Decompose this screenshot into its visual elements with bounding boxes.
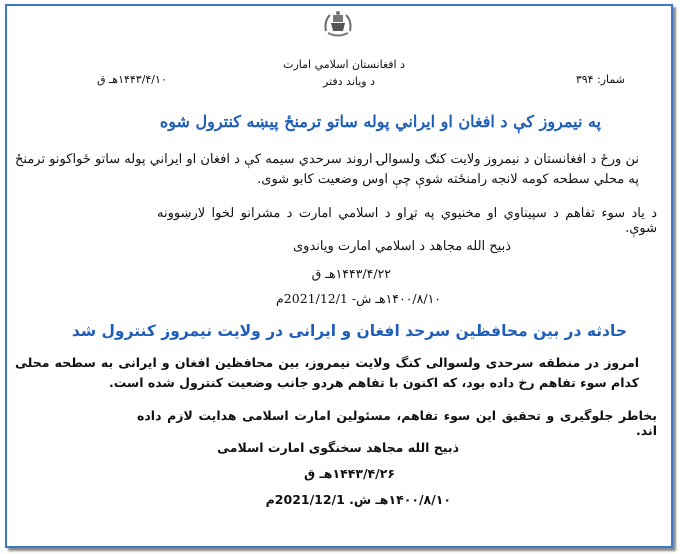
document-number: شمار: ۳۹۴	[575, 73, 625, 86]
pashto-signature: ذبیح الله مجاهد د اسلامي امارت ویاندوی	[292, 239, 511, 254]
dari-solar-gregorian-date: ۱۴۰۰/۸/۱۰هـ ش. 2021/12/1م	[265, 492, 451, 507]
pashto-paragraph-1: نن ورځ د افغانستان د نیمروز ولایت کنګ ولسوالۍ اروند سرحدي سیمه کې د افغان او ایراني پوله ساتو ځواکونو ترمنځ په محلي سطحه کومه لانجه رامنځته شوې چې اوس وضعیت کابو شوی.	[15, 152, 639, 187]
dari-signature: ذبیح الله مجاهد سخنگوی امارت اسلامی	[217, 440, 459, 455]
pashto-title: په نیمروز کې د افغان او ایراني پوله ساتو ترمنځ پیښه کنترول شوه	[159, 112, 601, 131]
dari-title: حادثه در بین محافظین سرحد افغان و ایرانی در ولایت نیمروز کنترول شد	[71, 322, 627, 340]
pashto-paragraph-2: د یاد سوء تفاهم د سپیناوي او مخنیوي په تړاو د اسلامي امارت د مشرانو لخوا لارښوونه شوې.	[157, 206, 657, 236]
pashto-solar-gregorian-date: ۱۴۰۰/۸/۱۰هـ ش- 2021/12/1م	[276, 291, 441, 306]
office-name: د وياند دفتر	[323, 75, 375, 88]
dari-paragraph-2: بخاطر جلوگیری و تحقیق این سوء تفاهم، مسئولین امارت اسلامی هدایت لازم داده اند.	[137, 408, 657, 438]
emirate-emblem-icon	[322, 9, 354, 39]
dari-paragraph-1: امروز در منطقه سرحدی ولسوالی کنگ ولایت نیمروز، بین محافظین افغان و ایرانی به سطحه محلی کدام سوء تفاهم رخ داده بود، که اکنون با تفاهم هردو جانب وضعیت کنترول شده است.	[15, 355, 639, 390]
dari-hijri-date: ۱۴۴۳/۴/۲۶هـ ق	[303, 466, 395, 481]
pashto-hijri-date: ۱۴۴۳/۴/۲۲هـ ق	[311, 266, 391, 281]
document-page	[5, 4, 673, 548]
header-hijri-date: ۱۴۴۳/۴/۱۰هـ ق	[97, 73, 167, 86]
org-name: د افغانستان اسلامي امارت	[283, 58, 405, 71]
